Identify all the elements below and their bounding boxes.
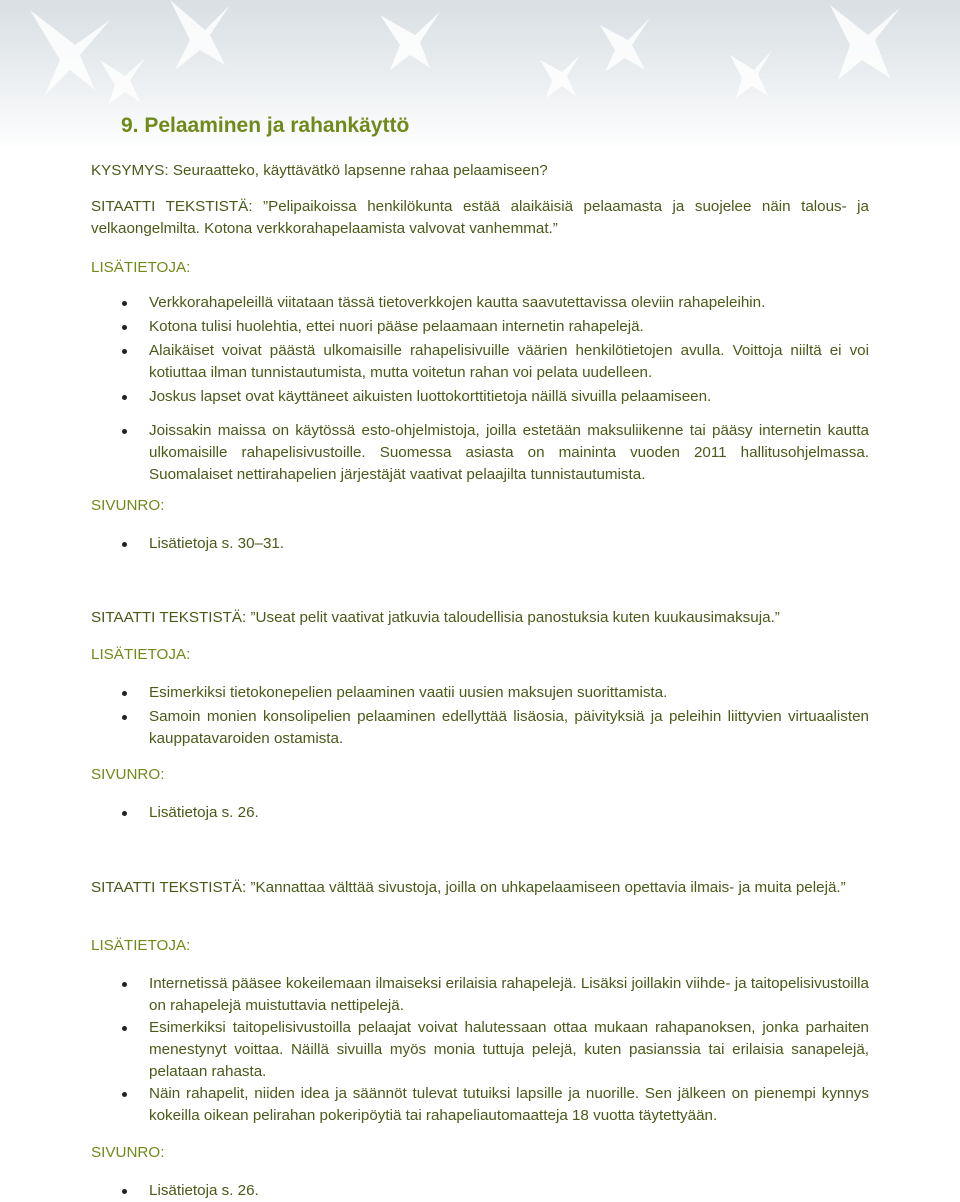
list-item: Esimerkiksi taitopelisivustoilla pelaajat voivat halutessaan ottaa mukaan rahapanoksen, jonka parhaiten menestynyt voittaa. Näillä sivuilla myös monia tuttuja pelejä, kuten pasianssia tai erilaisia sanapelejä, pelataan rahasta. (91, 1017, 869, 1083)
page-number-label: SIVUNRO: (91, 766, 165, 783)
list-item: Alaikäiset voivat päästä ulkomaisille rahapelisivuille väärien henkilötietojen avulla. Voittoja niiltä ei voi kotiuttaa ilman tunnistautumista, mutta voitetun rahan voi pelata uudelleen. (91, 340, 869, 384)
list-item: Verkkorahapeleillä viitataan tässä tietoverkkojen kautta saavutettavissa oleviin rahapeleihin. (91, 292, 869, 314)
page-ref-list (91, 533, 869, 555)
page-number-label: SIVUNRO: (91, 1144, 165, 1161)
info-label: LISÄTIETOJA: (91, 937, 191, 954)
page-number-label: SIVUNRO: (91, 497, 165, 514)
bullet-icon (122, 542, 127, 547)
bullet-icon (122, 982, 127, 987)
list-item: Lisätietoja s. 26. (91, 1180, 869, 1202)
quote-text: SITAATTI TEKSTISTÄ: ”Useat pelit vaativat jatkuvia taloudellisia panostuksia kuten kuukausimaksuja.” (91, 609, 780, 626)
list-item: Näin rahapelit, niiden idea ja säännöt tulevat tutuiksi lapsille ja nuorille. Sen jälkeen on pienempi kynnys kokeilla oikean pelirahan pokeripöytiä tai rahapeliautomaatteja 18 vuotta täytettyään. (91, 1083, 869, 1127)
info-label: LISÄTIETOJA: (91, 646, 191, 663)
page-ref-list (91, 1180, 869, 1202)
list-item: Joskus lapset ovat käyttäneet aikuisten luottokorttitietoja näillä sivuilla pelaamiseen. (91, 386, 869, 408)
bullet-icon (122, 1026, 127, 1031)
bullet-icon (122, 691, 127, 696)
bullet-icon (122, 301, 127, 306)
page-ref-list (91, 802, 869, 824)
question-text: KYSYMYS: Seuraatteko, käyttävätkö lapsenne rahaa pelaamiseen? (91, 162, 548, 179)
section-heading: 9. Pelaaminen ja rahankäyttö (121, 114, 410, 137)
bullet-icon (122, 1092, 127, 1097)
bullet-icon (122, 811, 127, 816)
bullet-icon (122, 429, 127, 434)
list-item: Samoin monien konsolipelien pelaaminen edellyttää lisäosia, päivityksiä ja peleihin liittyvien virtuaalisten kauppatavaroiden ostamista. (91, 706, 869, 750)
list-item: Internetissä pääsee kokeilemaan ilmaiseksi erilaisia rahapelejä. Lisäksi joillakin viihde- ja taitopelisivustoilla on rahapelejä muistuttavia nettipelejä. (91, 973, 869, 1017)
list-item: Esimerkiksi tietokonepelien pelaaminen vaatii uusien maksujen suorittamista. (91, 682, 869, 704)
info-list (91, 682, 869, 750)
info-list (91, 973, 869, 1127)
bullet-icon (122, 349, 127, 354)
info-list (91, 292, 869, 486)
list-item: Lisätietoja s. 30–31. (91, 533, 869, 555)
quote-text: SITAATTI TEKSTISTÄ: ”Pelipaikoissa henkilökunta estää alaikäisiä pelaamasta ja suojelee näin talous- ja velkaongelmilta. Kotona verkkorahapelaamista valvovat vanhemmat.” (91, 198, 869, 237)
list-item: Lisätietoja s. 26. (91, 802, 869, 824)
list-item: Kotona tulisi huolehtia, ettei nuori pääse pelaamaan internetin rahapelejä. (91, 316, 869, 338)
bullet-icon (122, 715, 127, 720)
bullet-icon (122, 395, 127, 400)
bullet-icon (122, 1189, 127, 1194)
list-item: Joissakin maissa on käytössä esto-ohjelmistoja, joilla estetään maksuliikenne tai pääsy internetin kautta ulkomaisille rahapelisivustoille. Suomessa asiasta on maininta vuoden 2011 hallitusohjelmassa. Suomalaiset nettirahapelien järjestäjät vaativat pelaajilta tunnistautumista. (91, 420, 869, 486)
info-label: LISÄTIETOJA: (91, 259, 191, 276)
bullet-icon (122, 325, 127, 330)
quote-text: SITAATTI TEKSTISTÄ: ”Kannattaa välttää sivustoja, joilla on uhkapelaamiseen opettavia ilmais- ja muita pelejä.” (91, 879, 846, 896)
